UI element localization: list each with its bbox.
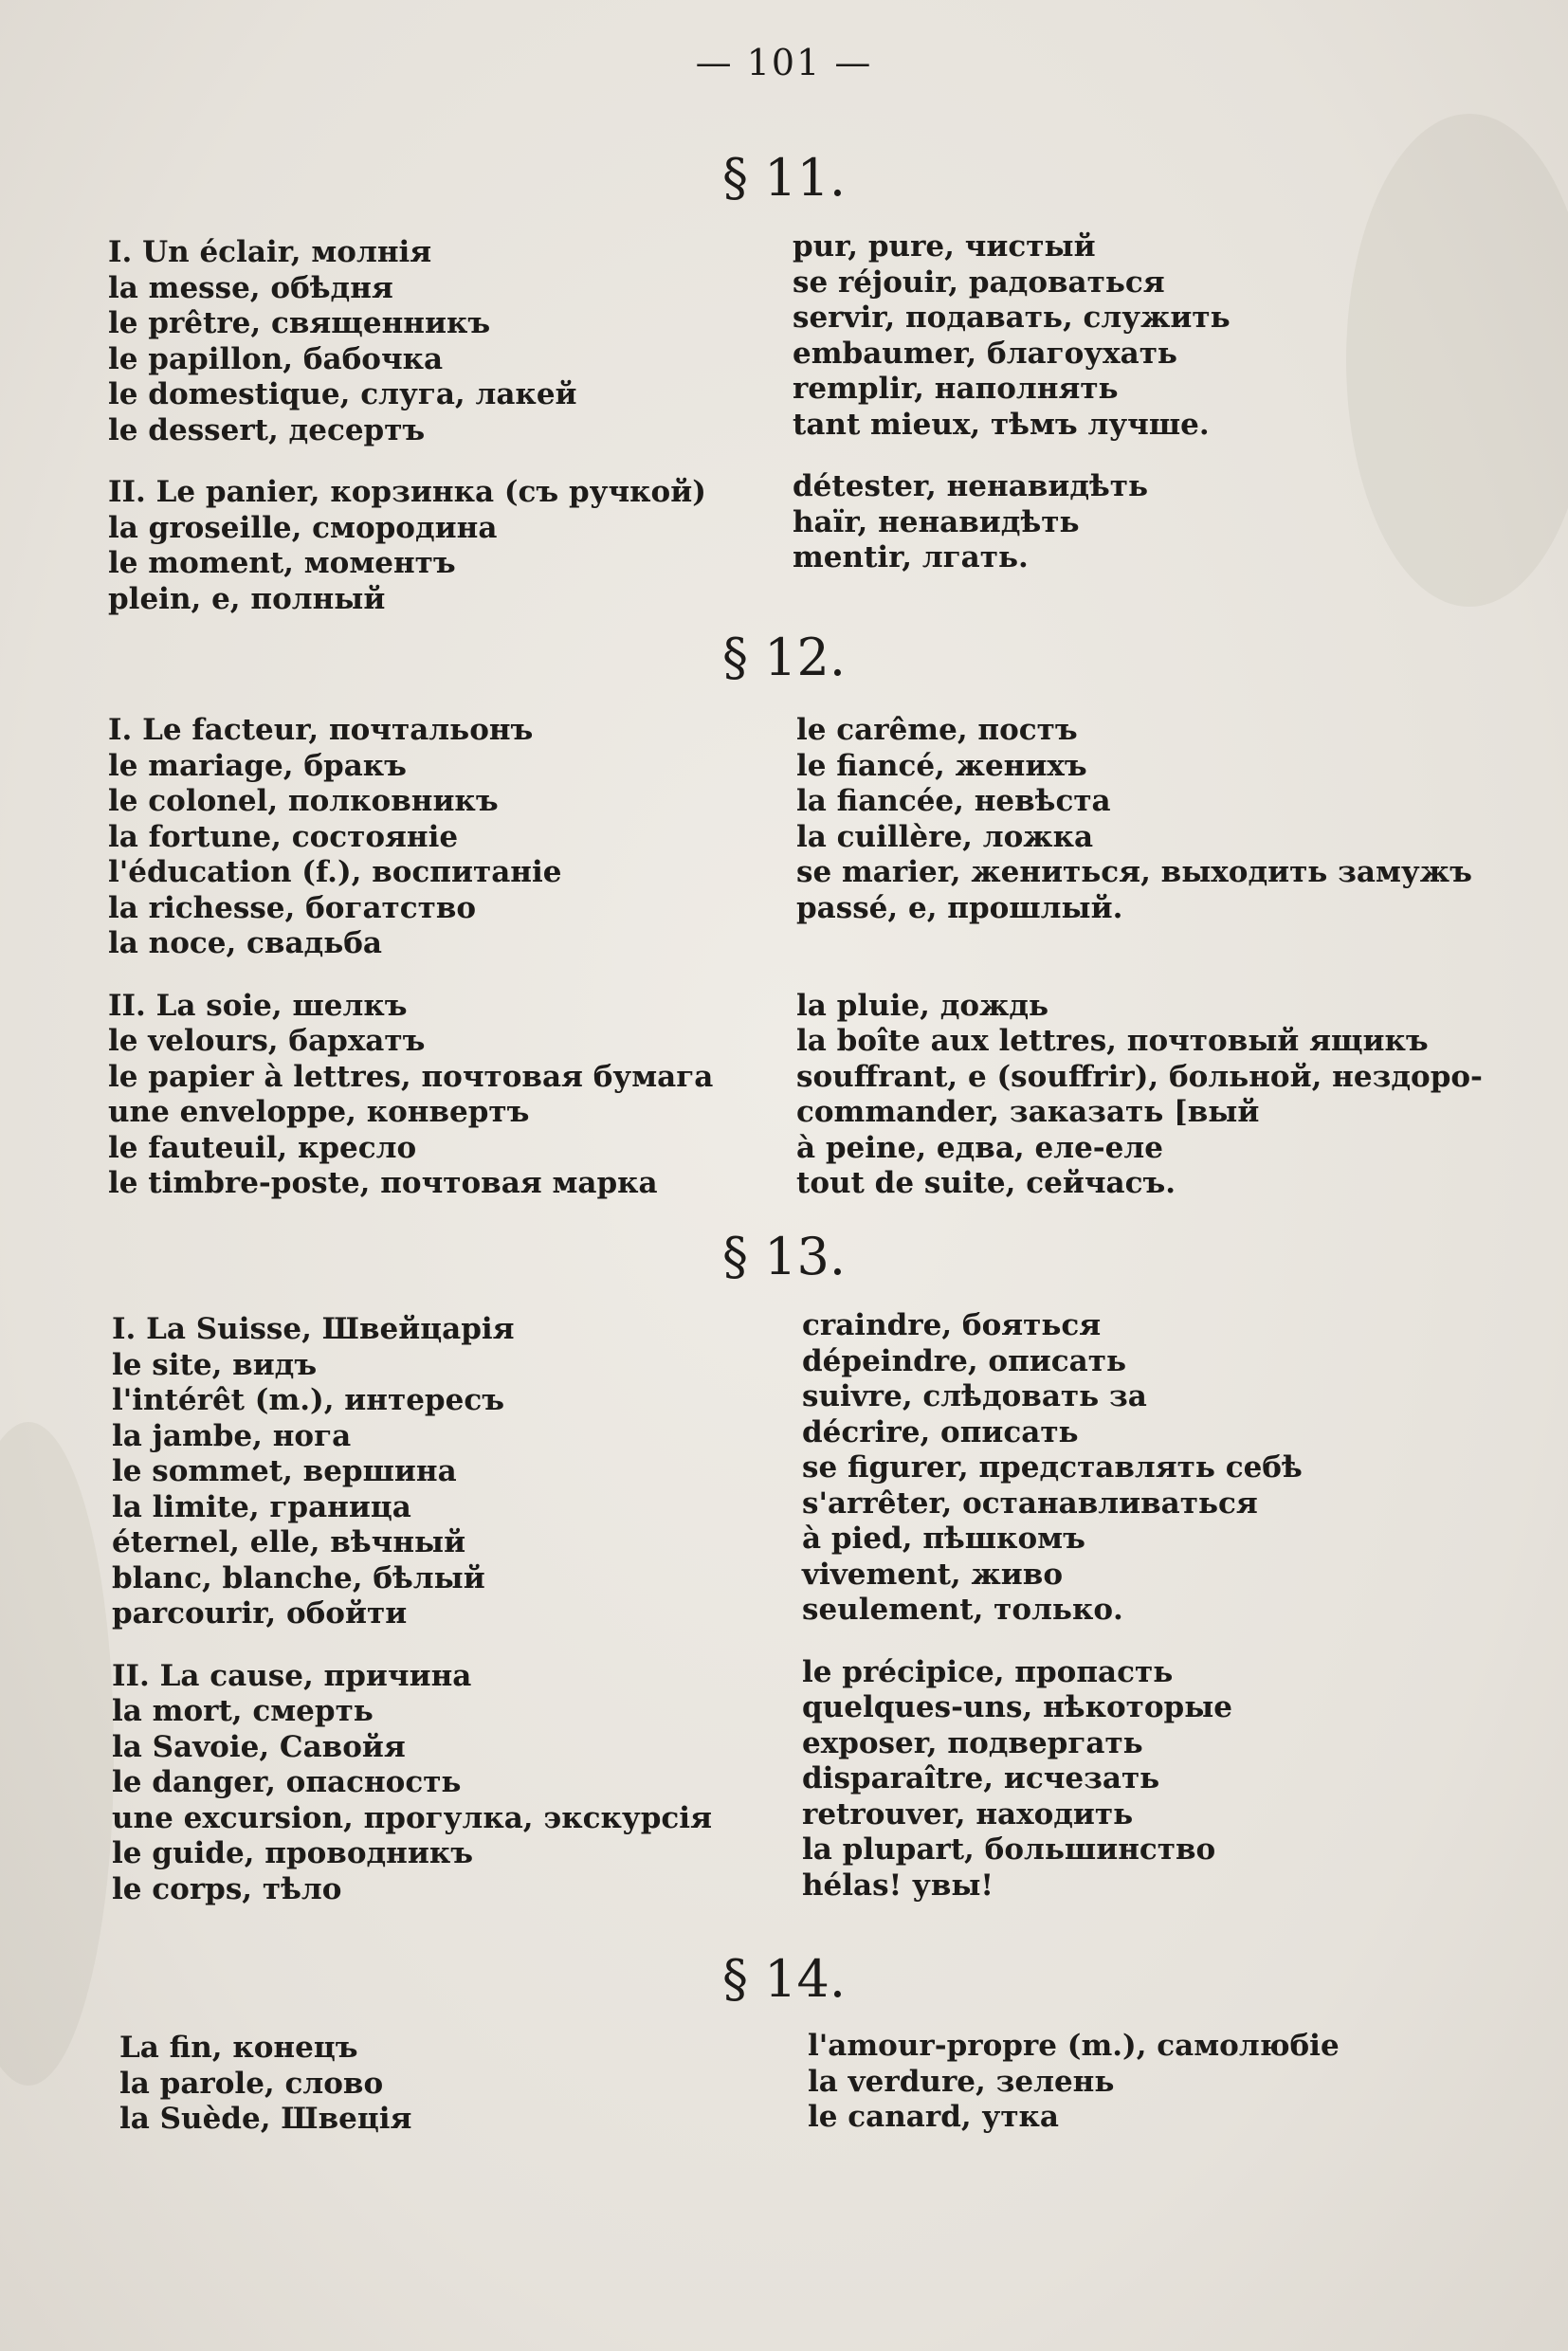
vocab-right-11 — [793, 229, 1231, 576]
vocab-entry: dépeindre, описать — [802, 1343, 1126, 1378]
vocab-entry: le prêtre, священникъ — [108, 306, 491, 340]
vocab-entry: détester, ненавидѣть — [793, 469, 1149, 503]
vocab-entry: le timbre-poste, почтовая марка — [108, 1166, 658, 1200]
vocab-entry: le papillon, бабочка — [108, 341, 444, 376]
vocab-entry: le velours, бархатъ — [108, 1024, 426, 1058]
vocab-entry: exposer, подвергать — [802, 1725, 1143, 1760]
vocab-entry: vivement, живо — [802, 1557, 1064, 1592]
vocab-entry: I. Un éclair, молнія — [108, 235, 432, 269]
vocab-entry: haïr, ненавидѣть — [793, 504, 1080, 539]
vocab-entry: la jambe, нога — [112, 1418, 352, 1453]
vocab-entry: II. La soie, шелкъ — [108, 988, 408, 1023]
vocab-entry: l'amour-propre (m.), самолюбіе — [808, 2029, 1340, 2063]
vocab-entry: II. La cause, причина — [112, 1658, 472, 1693]
vocab-entry: la limite, граница — [112, 1489, 411, 1524]
vocab-entry: le moment, моментъ — [108, 546, 456, 580]
vocab-entry: le danger, опасность — [112, 1765, 462, 1799]
vocab-entry: la plupart, большинство — [802, 1832, 1216, 1867]
vocab-entry: le canard, утка — [808, 2100, 1059, 2134]
vocab-entry: le corps, тѣло — [112, 1871, 342, 1906]
vocab-entry: la pluie, дождь — [796, 988, 1049, 1023]
vocab-entry: I. Le facteur, почтальонъ — [108, 713, 534, 747]
vocab-entry: commander, заказать [вый — [796, 1095, 1260, 1129]
vocab-entry: se marier, жениться, выходить замужъ — [796, 855, 1472, 889]
vocab-left-12 — [108, 713, 713, 1202]
vocab-entry: se figurer, представлять себѣ — [802, 1450, 1303, 1485]
vocab-entry: I. La Suisse, Швейцарія — [112, 1312, 515, 1346]
vocab-entry: la parole, слово — [119, 2066, 384, 2101]
section-title-11: § 11. — [721, 148, 847, 208]
vocab-entry: une excursion, прогулка, экскурсія — [112, 1800, 712, 1835]
section-title-13: § 13. — [721, 1227, 847, 1286]
page-number: — 101 — — [695, 42, 873, 83]
vocab-entry: le dessert, десертъ — [108, 412, 426, 447]
vocab-entry: la groseille, смородина — [108, 510, 498, 545]
vocab-entry: se réjouir, радоваться — [793, 264, 1165, 300]
vocab-entry: tout de suite, сейчасъ. — [796, 1166, 1176, 1200]
vocab-entry: le site, видъ — [112, 1347, 318, 1382]
vocab-entry: la noce, свадьба — [108, 926, 383, 960]
vocab-right-13 — [802, 1308, 1303, 1904]
vocab-entry: la messe, обѣдня — [108, 270, 393, 305]
vocab-entry: le sommet, вершина — [112, 1454, 457, 1488]
vocab-entry: retrouver, находить — [802, 1796, 1134, 1832]
vocab-entry: la boîte aux lettres, почтовый ящикъ — [796, 1024, 1429, 1058]
vocab-entry: l'éducation (f.), воспитаніе — [108, 855, 562, 889]
vocab-entry: la Suède, Швеція — [119, 2102, 412, 2136]
vocab-entry: tant mieux, тѣмъ лучше. — [793, 407, 1210, 442]
vocab-entry: la Savoie, Савойя — [112, 1729, 406, 1764]
vocab-entry: le mariage, бракъ — [108, 748, 407, 783]
section-title-12: § 12. — [721, 628, 847, 687]
vocab-entry: blanc, blanche, бѣлый — [112, 1560, 485, 1595]
vocab-entry: décrire, описать — [802, 1414, 1079, 1449]
vocab-entry: plein, e, полный — [108, 581, 386, 616]
vocab-entry: le précipice, пропасть — [802, 1654, 1174, 1689]
vocab-left-14 — [119, 2031, 411, 2138]
vocab-entry: embaumer, благоухать — [793, 336, 1177, 371]
vocab-right-12 — [796, 713, 1483, 1202]
vocab-entry: pur, pure, чистый — [793, 229, 1096, 264]
vocab-entry: le carême, постъ — [796, 713, 1078, 747]
vocab-entry: quelques-uns, нѣкоторые — [802, 1690, 1232, 1724]
vocab-entry: le fauteuil, кресло — [108, 1130, 417, 1165]
vocab-entry: la fiancée, невѣста — [796, 784, 1111, 818]
vocab-entry: s'arrêter, останавливаться — [802, 1485, 1258, 1521]
vocab-entry: II. Le panier, корзинка (съ ручкой) — [108, 475, 706, 509]
vocab-entry: parcourir, обойти — [112, 1596, 408, 1631]
vocab-left-13 — [112, 1312, 712, 1907]
vocab-entry: passé, e, прошлый. — [796, 890, 1123, 925]
vocab-entry: La fin, конецъ — [119, 2031, 358, 2065]
vocab-entry: à pied, пѣшкомъ — [802, 1522, 1085, 1556]
vocab-entry: mentir, лгать. — [793, 540, 1029, 574]
vocab-entry: la richesse, богатство — [108, 890, 477, 925]
vocab-entry: souffrant, e (souffrir), больной, нездоро- — [796, 1059, 1483, 1094]
vocab-entry: suivre, слѣдовать за — [802, 1379, 1147, 1413]
vocab-entry: le guide, проводникъ — [112, 1836, 474, 1870]
vocab-entry: seulement, только. — [802, 1593, 1123, 1627]
vocab-entry: une enveloppe, конвертъ — [108, 1095, 530, 1129]
vocab-entry: hélas! увы! — [802, 1868, 994, 1903]
vocab-entry: l'intérêt (m.), интересъ — [112, 1383, 504, 1417]
vocab-entry: remplir, наполнять — [793, 372, 1119, 406]
vocab-entry: le fiancé, женихъ — [796, 748, 1087, 783]
vocab-left-11 — [108, 235, 706, 617]
vocab-entry: à peine, едва, еле-еле — [796, 1130, 1163, 1165]
vocab-entry: le domestique, слуга, лакей — [108, 377, 577, 411]
vocab-entry: servir, подавать, служить — [793, 301, 1231, 335]
vocab-entry: la verdure, зелень — [808, 2064, 1115, 2099]
vocab-entry: éternel, elle, вѣчный — [112, 1525, 466, 1559]
vocab-right-14 — [808, 2029, 1340, 2136]
section-title-14: § 14. — [721, 1949, 847, 2009]
vocab-entry: disparaître, исчезать — [802, 1761, 1160, 1795]
vocab-entry: craindre, бояться — [802, 1308, 1102, 1342]
vocab-entry: la cuillère, ложка — [796, 819, 1094, 854]
vocab-entry: le colonel, полковникъ — [108, 784, 499, 818]
vocab-entry: la fortune, состояніе — [108, 819, 459, 854]
vocab-entry: le papier à lettres, почтовая бумага — [108, 1059, 714, 1094]
vocab-entry: la mort, смерть — [112, 1694, 374, 1728]
